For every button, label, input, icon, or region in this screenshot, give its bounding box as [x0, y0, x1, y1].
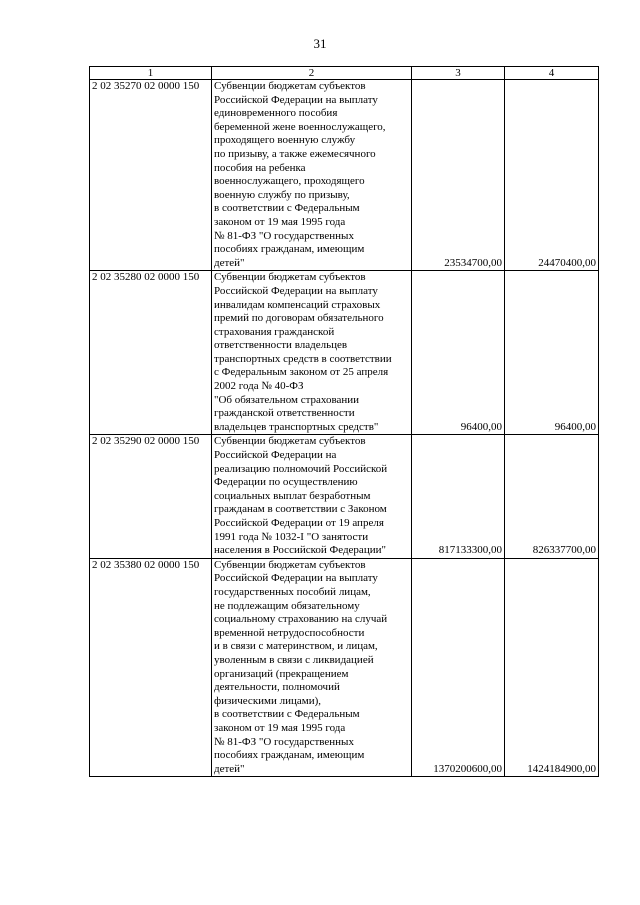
budget-code-cell: 2 02 35380 02 0000 150: [90, 558, 212, 777]
description-cell: Субвенции бюджетам субъектов Российской Федерации на выплату государственных пособий лицам, не подлежащим обязательному социальному страхованию на случай временной нетрудоспособности и в связи с материнством, и лицам, уволенным в связи с ликвидацией организаций (прекращением деятельности, полномочий физическими лицами), в соответствии с Федеральным законом от 19 мая 1995 года № 81-ФЗ "О государственных пособиях гражданам, имеющим детей": [212, 558, 412, 777]
table-row: [90, 435, 599, 558]
description-cell: Субвенции бюджетам субъектов Российской Федерации на выплату инвалидам компенсаций страховых премий по договорам обязательного страхования гражданской ответственности владельцев транспортных средств в соответствии с Федеральным законом от 25 апреля 2002 года № 40-ФЗ "Об обязательном страховании гражданской ответственности владельцев транспортных средств": [212, 271, 412, 435]
budget-code-cell: 2 02 35270 02 0000 150: [90, 80, 212, 271]
budget-table: [89, 66, 599, 777]
table-row: [90, 80, 599, 271]
amount-cell-col3: 817133300,00: [412, 435, 505, 558]
column-header-3: 3: [412, 67, 505, 80]
table-row: [90, 271, 599, 435]
column-header-2: 2: [212, 67, 412, 80]
amount-cell-col4: 24470400,00: [505, 80, 599, 271]
budget-code-cell: 2 02 35280 02 0000 150: [90, 271, 212, 435]
column-header-1: 1: [90, 67, 212, 80]
description-cell: Субвенции бюджетам субъектов Российской Федерации на выплату единовременного пособия беременной жене военнослужащего, проходящего военную службу по призыву, а также ежемесячного пособия на ребенка военнослужащего, проходящего военную службу по призыву, в соответствии с Федеральным законом от 19 мая 1995 года № 81-ФЗ "О государственных пособиях гражданам, имеющим детей": [212, 80, 412, 271]
amount-cell-col4: 826337700,00: [505, 435, 599, 558]
amount-cell-col4: 1424184900,00: [505, 558, 599, 777]
amount-cell-col3: 23534700,00: [412, 80, 505, 271]
page-number: 31: [313, 36, 327, 51]
budget-code-cell: 2 02 35290 02 0000 150: [90, 435, 212, 558]
amount-cell-col3: 1370200600,00: [412, 558, 505, 777]
table-row: [90, 558, 599, 777]
amount-cell-col4: 96400,00: [505, 271, 599, 435]
amount-cell-col3: 96400,00: [412, 271, 505, 435]
column-header-4: 4: [505, 67, 599, 80]
description-cell: Субвенции бюджетам субъектов Российской Федерации на реализацию полномочий Российской Федерации по осуществлению социальных выплат безработным гражданам в соответствии с Законом Российской Федерации от 19 апреля 1991 года № 1032-I "О занятости населения в Российской Федерации": [212, 435, 412, 558]
table-header-row: [90, 67, 599, 80]
